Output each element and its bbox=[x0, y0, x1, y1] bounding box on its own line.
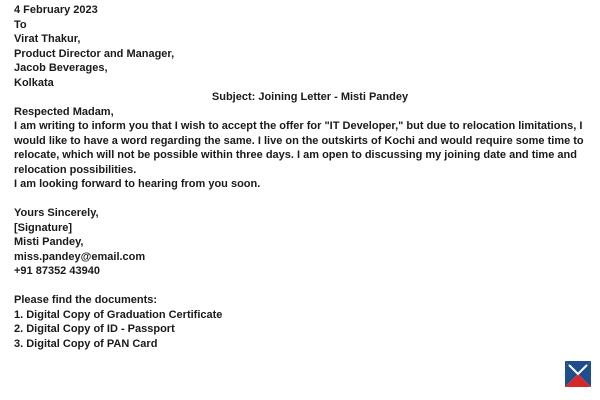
recipient-company: Jacob Beverages, bbox=[14, 62, 108, 74]
letter-signoff: Yours Sincerely, bbox=[14, 207, 99, 219]
sender-email: miss.pandey@email.com bbox=[14, 250, 146, 263]
document-item: 3. Digital Copy of PAN Card bbox=[14, 337, 158, 350]
brand-logo-icon bbox=[563, 359, 593, 389]
sender-phone: +91 87352 43940 bbox=[14, 265, 100, 277]
document-item: 2. Digital Copy of ID - Passport bbox=[14, 323, 175, 335]
letter-date: 4 February 2023 bbox=[14, 4, 98, 16]
letter-signature: [Signature] bbox=[14, 221, 73, 234]
letter-subject: Subject: Joining Letter - Misti Pandey bbox=[211, 91, 409, 103]
recipient-name: Virat Thakur, bbox=[14, 33, 81, 45]
recipient-city: Kolkata bbox=[14, 76, 54, 89]
letter-closing: I am looking forward to hearing from you soon. bbox=[14, 178, 261, 190]
sender-name: Misti Pandey, bbox=[14, 236, 84, 248]
documents-intro: Please find the documents: bbox=[14, 294, 158, 306]
joining-letter bbox=[14, 3, 586, 351]
spacer bbox=[14, 192, 586, 207]
recipient-title: Product Director and Manager, bbox=[14, 47, 175, 60]
letter-to: To bbox=[14, 18, 27, 31]
letter-body: I am writing to inform you that I wish to accept the offer for "IT Developer," but due to relocation limitations, I would like to have a word regarding the same. I live on the outskirts of Kochi and would require some time to relocate, which will not be possible within three days. I am open to discussing my joining date and time and relocation possibilities. bbox=[14, 120, 584, 176]
document-item: 1. Digital Copy of Graduation Certificate bbox=[14, 308, 223, 321]
spacer bbox=[14, 279, 586, 294]
letter-salutation: Respected Madam, bbox=[14, 105, 114, 118]
